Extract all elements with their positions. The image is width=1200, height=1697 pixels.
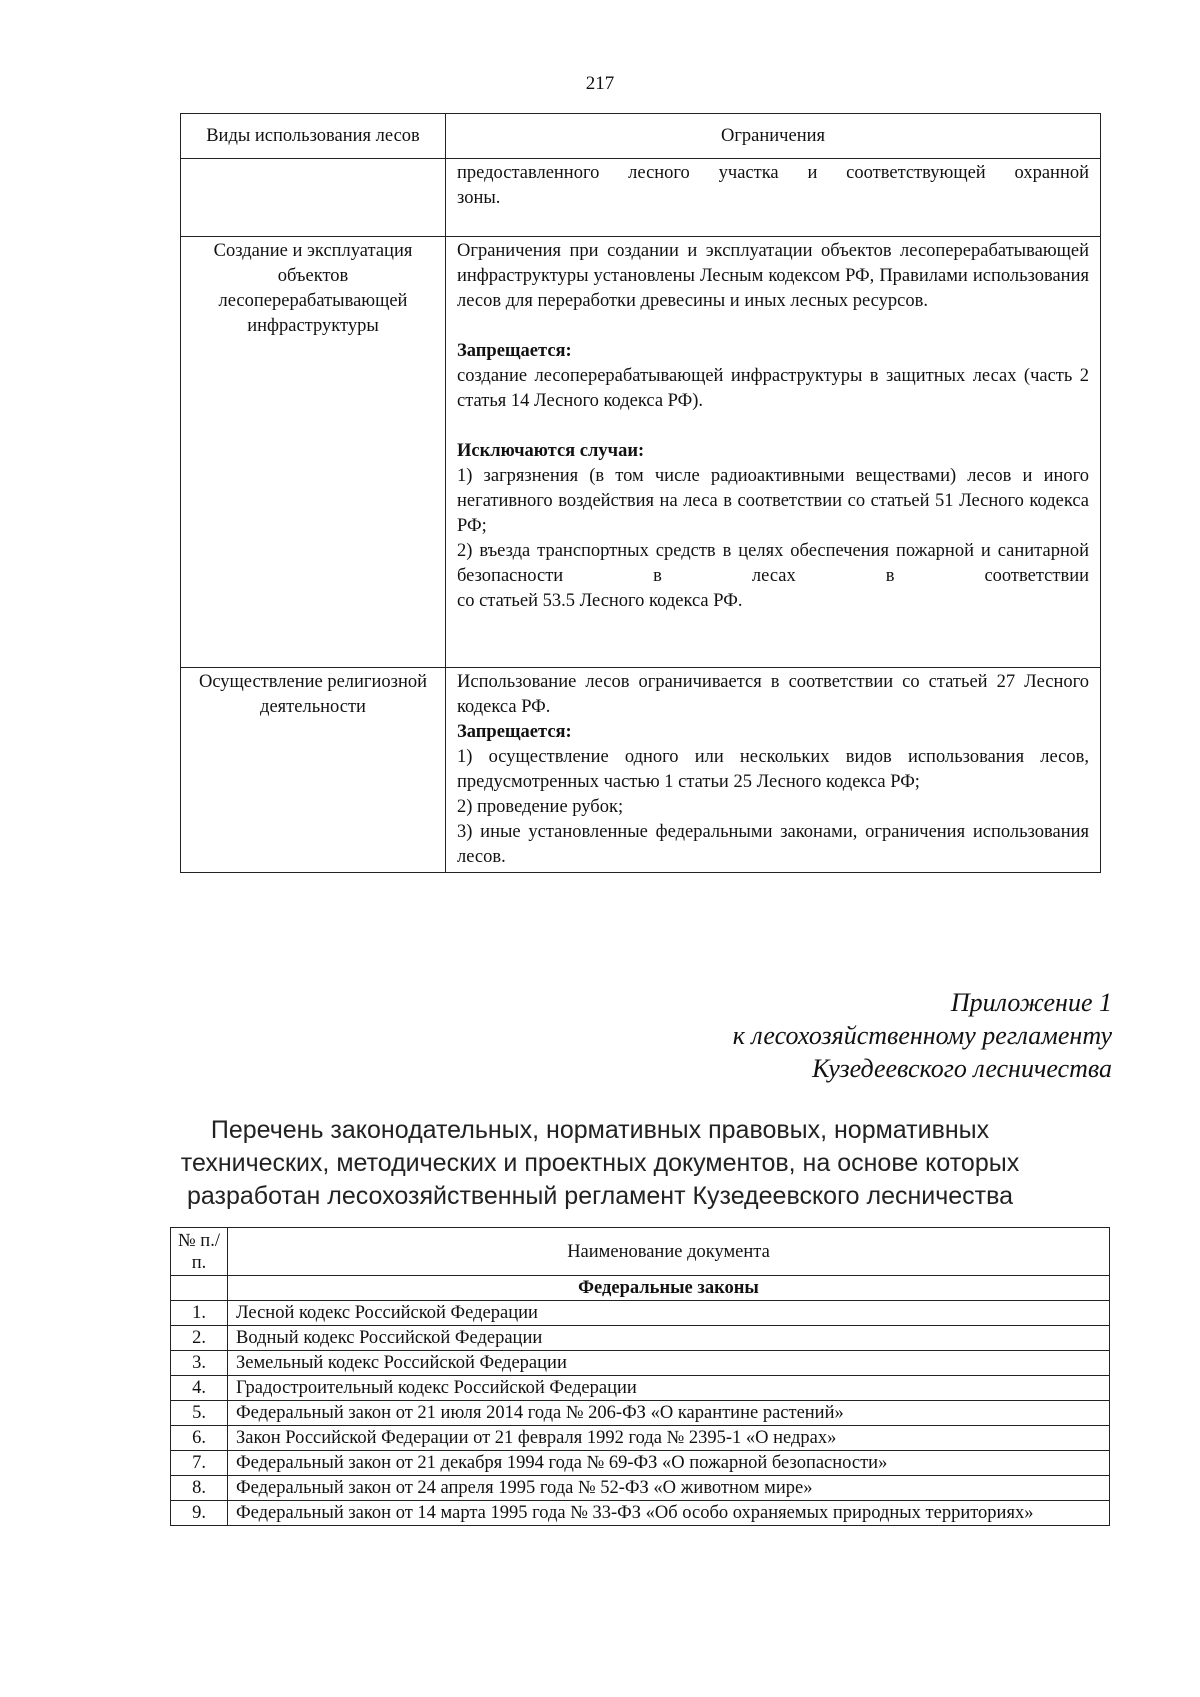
table-row (171, 1501, 1110, 1526)
header-name: Наименование документа (228, 1228, 1110, 1276)
row-number: 4. (171, 1376, 228, 1401)
row-number: 6. (171, 1426, 228, 1451)
kind-cell: Создание и эксплуатация объектов лесоперерабатывающей инфраструктуры (181, 237, 446, 668)
table-row (171, 1351, 1110, 1376)
row-number: 8. (171, 1476, 228, 1501)
table-row (171, 1326, 1110, 1351)
excluded-item-2: 2) въезда транспортных средств в целях обеспечения пожарной и санитарной безопасности в лесах в соответствии (457, 541, 1089, 586)
row-number: 9. (171, 1501, 228, 1526)
documents-table-header (171, 1228, 1110, 1276)
restrictions-table-header (181, 114, 1101, 159)
document-list-title: Перечень законодательных, нормативных правовых, нормативных технических, методических и проектных документов, на основе которых разработан лесохозяйственный регламент Кузедеевского лесничества (180, 1116, 1020, 1210)
appendix-line-1: Приложение 1 (950, 988, 1112, 1017)
header-num: № п./п. (171, 1228, 228, 1276)
excluded-item-2-end: со статьей 53.5 Лесного кодекса РФ. (457, 591, 743, 611)
table-row (171, 1376, 1110, 1401)
restrictions-cell (446, 237, 1101, 668)
table-row (171, 1401, 1110, 1426)
document-name: Федеральный закон от 24 апреля 1995 года № 52-ФЗ «О животном мире» (228, 1476, 1110, 1501)
prohibited-heading: Запрещается: (457, 341, 572, 361)
restrictions-cell-continuation (446, 159, 1101, 237)
header-kind: Виды использования лесов (181, 114, 446, 159)
kind-cell-empty (181, 159, 446, 237)
document-name: Земельный кодекс Российской Федерации (228, 1351, 1110, 1376)
page-number: 217 (585, 73, 615, 94)
document-name: Лесной кодекс Российской Федерации (228, 1301, 1110, 1326)
appendix-header (512, 986, 1112, 1085)
restriction-intro: Ограничения при создании и эксплуатации объектов лесоперерабатывающей инфраструктуры установлены Лесным кодексом РФ, Правилами использования лесов для переработки древесины и иных лесных ресурсов. (457, 241, 1089, 311)
table-row-infrastructure (181, 237, 1101, 668)
excluded-heading: Исключаются случаи: (457, 441, 645, 461)
row-number: 3. (171, 1351, 228, 1376)
restrictions-cell (446, 668, 1101, 873)
document-name: Федеральный закон от 14 марта 1995 года № 33-ФЗ «Об особо охраняемых природных территориях» (228, 1501, 1110, 1526)
section-num-cell (171, 1276, 228, 1301)
kind-cell: Осуществление религиозной деятельности (181, 668, 446, 873)
appendix-line-2: к лесохозяйственному регламенту (732, 1021, 1112, 1050)
row-number: 2. (171, 1326, 228, 1351)
prohibited-item-1: 1) осуществление одного или нескольких видов использования лесов, предусмотренных частью 1 статьи 25 Лесного кодекса РФ; (457, 747, 1089, 792)
row-number: 5. (171, 1401, 228, 1426)
continuation-line-2: зоны. (457, 188, 501, 208)
document-name: Водный кодекс Российской Федерации (228, 1326, 1110, 1351)
document-name: Федеральный закон от 21 декабря 1994 года № 69-ФЗ «О пожарной безопасности» (228, 1451, 1110, 1476)
table-row (171, 1426, 1110, 1451)
restriction-intro: Использование лесов ограничивается в соответствии со статьей 27 Лесного кодекса РФ. (457, 672, 1089, 717)
table-row (171, 1476, 1110, 1501)
continuation-line-1: предоставленного лесного участка и соответствующей охранной (457, 163, 1089, 183)
documents-table (170, 1227, 1110, 1526)
appendix-line-3: Кузедеевского лесничества (812, 1054, 1112, 1083)
table-row (171, 1301, 1110, 1326)
table-row-religious (181, 668, 1101, 873)
row-number: 7. (171, 1451, 228, 1476)
prohibited-heading: Запрещается: (457, 722, 572, 742)
table-row-continuation (181, 159, 1101, 237)
section-row (171, 1276, 1110, 1301)
section-title: Федеральные законы (228, 1276, 1110, 1301)
prohibited-text: создание лесоперерабатывающей инфраструктуры в защитных лесах (часть 2 статья 14 Лесного кодекса РФ). (457, 366, 1089, 411)
header-restrictions: Ограничения (446, 114, 1101, 159)
document-name: Градостроительный кодекс Российской Федерации (228, 1376, 1110, 1401)
restrictions-table (180, 113, 1101, 873)
document-name: Федеральный закон от 21 июля 2014 года № 206-ФЗ «О карантине растений» (228, 1401, 1110, 1426)
document-name: Закон Российской Федерации от 21 февраля 1992 года № 2395-1 «О недрах» (228, 1426, 1110, 1451)
prohibited-item-2: 2) проведение рубок; (457, 797, 624, 817)
row-number: 1. (171, 1301, 228, 1326)
table-row (171, 1451, 1110, 1476)
excluded-item-1: 1) загрязнения (в том числе радиоактивными веществами) лесов и иного негативного воздействия на леса в соответствии со статьей 51 Лесного кодекса РФ; (457, 466, 1089, 536)
prohibited-item-3: 3) иные установленные федеральными законами, ограничения использования лесов. (457, 822, 1089, 867)
